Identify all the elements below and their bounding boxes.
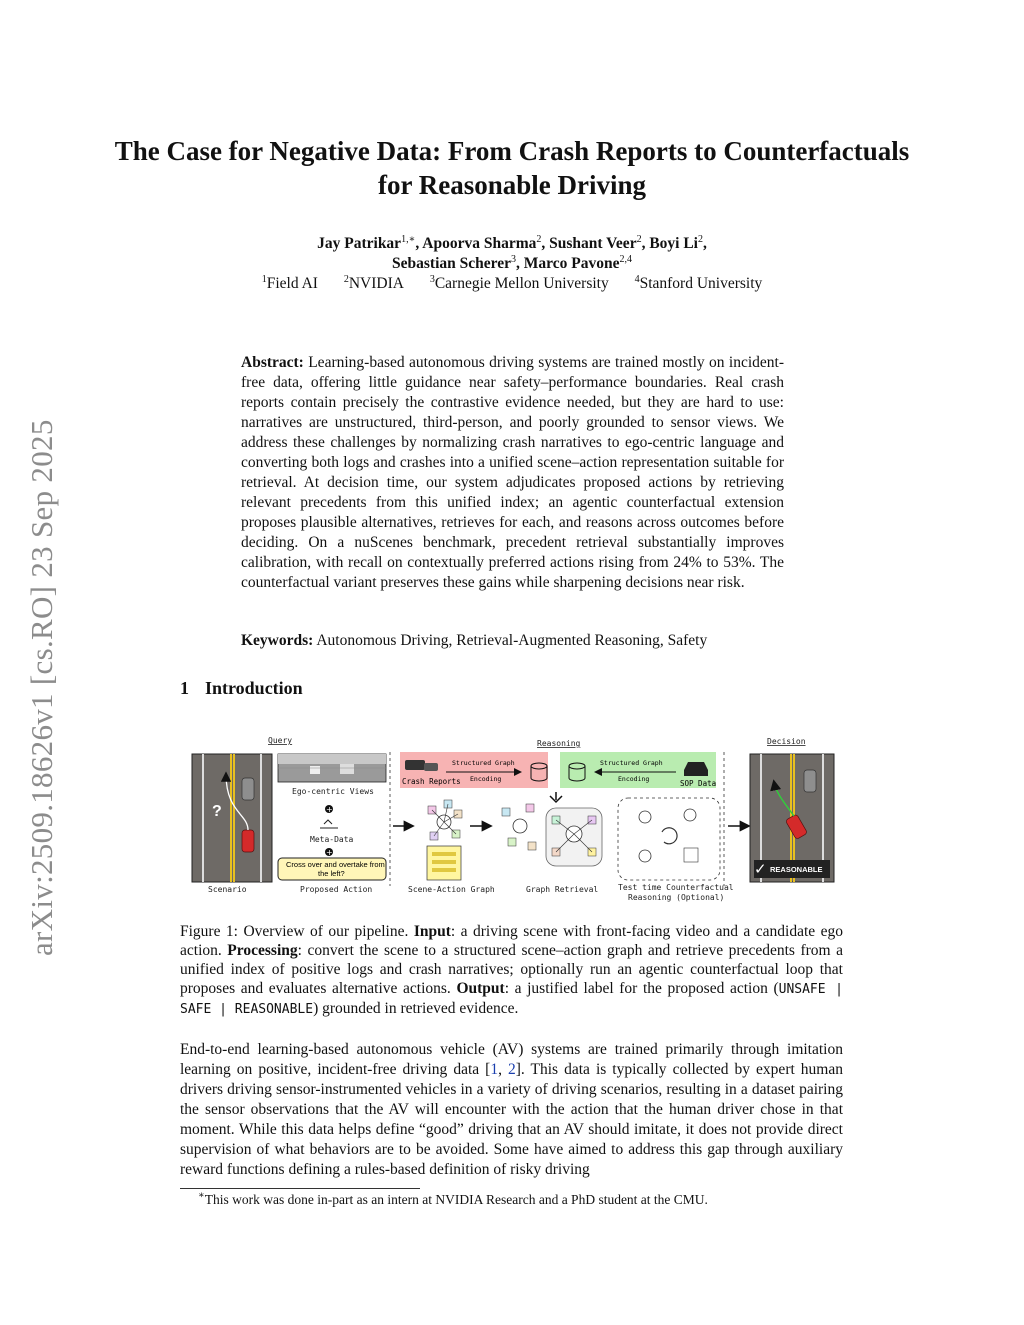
affiliation-name: NVIDIA <box>348 275 404 292</box>
caption-input-label: Input <box>413 923 451 940</box>
metadata-icon <box>320 820 338 828</box>
road-edge-line <box>260 754 262 882</box>
plus-glyph: + <box>326 848 333 857</box>
author-separator: , <box>541 235 550 252</box>
author-separator: , <box>516 255 524 272</box>
affiliation <box>635 275 763 292</box>
encoding-label-b: Encoding <box>618 775 650 783</box>
camera-sky <box>278 754 386 764</box>
caption-output-label: Output <box>456 980 505 997</box>
scenario-label: Scenario <box>208 885 247 894</box>
caption-processing-text: : convert the scene to a structured scene–action graph and retrieve precedents from a unified index of positive logs and crash narratives; optionally run an agentic counterfactual loop that proposes and evaluates alternative actions. <box>180 942 844 997</box>
affiliation-name: Carnegie Mellon University <box>434 275 609 292</box>
author-line-2 <box>112 255 912 273</box>
caption-label-set: UNSAFE | SAFE | REASONABLE <box>180 982 843 1017</box>
author-sup: 2 <box>536 234 542 245</box>
action-text-line-1: Cross over and overtake from <box>286 860 385 869</box>
affiliation <box>430 275 609 292</box>
sop-data-label: SOP Data <box>680 779 717 788</box>
car-icon <box>684 762 708 776</box>
affiliation-name: Stanford University <box>639 275 763 292</box>
counterfactual-label-2: Reasoning (Optional) <box>628 893 725 902</box>
road-edge-line <box>202 754 204 882</box>
check-mark-icon: ✓ <box>754 860 767 878</box>
author-sup: 3 <box>511 254 517 265</box>
keywords-label: Keywords: <box>241 632 314 649</box>
plus-glyph: + <box>326 805 333 814</box>
affiliation-sup: 2 <box>343 274 349 285</box>
reasoning-label: Reasoning <box>537 739 581 748</box>
scene-action-graph-label: Scene-Action Graph <box>408 885 495 894</box>
structured-graph-label-a: Structured Graph <box>452 759 515 767</box>
meta-data-label: Meta-Data <box>310 835 354 844</box>
citation-separator: , <box>498 1061 508 1078</box>
body-text-part-2: ]. This data is typically collected by expert human drivers driving sensor-instrumented vehicles in a variety of driving scenarios, resulting in a dataset pairing the sensor observations that the AV will encounter with the action that the human driver chose in that moment. While this data helps define “good” driving that an AV should imitate, it does not provide direct supervision of what behaviors are to be avoided. Some have aimed to address this gap through auxiliary reward functions defining a rules-based definition of risky driving <box>180 1061 843 1178</box>
center-yellow-line <box>230 754 232 882</box>
citation-link-2[interactable]: 2 <box>507 1061 516 1078</box>
footnote-text: This work was done in-part as an intern at NVIDIA Research and a PhD student at the CMU. <box>204 1192 708 1207</box>
author-sup: 2 <box>698 234 703 245</box>
affiliation <box>344 275 404 292</box>
scenario-road-panel <box>192 754 272 882</box>
scene-action-graph <box>427 800 462 880</box>
footnote-rule <box>180 1188 420 1189</box>
center-yellow-line <box>233 754 235 882</box>
action-text-line-2: the left? <box>318 869 345 878</box>
author-sup: 1,∗ <box>401 234 416 245</box>
structured-graph-label-b: Structured Graph <box>600 759 663 767</box>
decision-label: Decision <box>767 737 806 746</box>
keywords-text: Autonomous Driving, Retrieval-Augmented Reasoning, Safety <box>316 632 708 649</box>
keywords <box>241 632 801 650</box>
paper-title: The Case for Negative Data: From Crash Reports to Counterfactuals for Reasonable Driving <box>114 136 910 200</box>
question-mark: ? <box>212 803 222 820</box>
author-name: Apoorva Sharma <box>422 235 537 252</box>
author-separator: , <box>641 235 650 252</box>
caption-tail: ) grounded in retrieved evidence. <box>313 1000 519 1017</box>
caption-output-text: : a justified label for the proposed action ( <box>504 980 779 997</box>
crash-car-icon <box>424 763 438 771</box>
counterfactual-label-1: Test time Counterfactual <box>618 883 734 892</box>
affiliation <box>262 275 318 292</box>
figure-caption <box>180 922 843 1019</box>
graph-retrieval <box>502 792 602 866</box>
ego-centric-views <box>278 754 386 782</box>
encoding-label-a: Encoding <box>470 775 502 783</box>
author-separator: , <box>703 235 707 252</box>
caption-input-text: : a driving scene with front-facing video and a candidate ego action. <box>180 923 843 959</box>
affiliation-sup: 3 <box>429 274 435 285</box>
counterfactual-reasoning <box>618 798 720 880</box>
author-sup: 2,4 <box>619 254 632 265</box>
abstract <box>241 353 784 593</box>
introduction-paragraph <box>180 1040 843 1180</box>
query-label: Query <box>268 736 293 745</box>
section-number: 1 <box>180 678 189 698</box>
lead-car <box>242 778 254 800</box>
affiliation-sup: 4 <box>634 274 640 285</box>
affiliations <box>112 275 912 293</box>
citation-link-1[interactable]: 1 <box>490 1061 499 1078</box>
author-name: Sebastian Scherer <box>392 255 512 272</box>
ego-car <box>242 830 254 852</box>
section-heading <box>180 678 303 699</box>
camera-vehicle <box>310 766 320 774</box>
reasonable-badge: REASONABLE <box>770 865 823 874</box>
abstract-label: Abstract: <box>241 354 304 371</box>
pipeline-figure <box>190 734 835 904</box>
proposed-action-label: Proposed Action <box>300 885 373 894</box>
author-name: Jay Patrikar <box>317 235 402 252</box>
caption-lead: Figure 1: Overview of our pipeline. <box>180 923 409 940</box>
author-sup: 2 <box>636 234 642 245</box>
caption-processing-label: Processing <box>227 942 298 959</box>
section-title: Introduction <box>205 678 303 698</box>
ego-views-label: Ego-centric Views <box>292 787 374 796</box>
author-line-1 <box>112 235 912 253</box>
affiliation-sup: 1 <box>261 274 267 285</box>
crash-reports-label: Crash Reports <box>402 777 461 786</box>
author-name: Sushant Veer <box>549 235 637 252</box>
footnote-mark: ∗ <box>198 1190 205 1201</box>
author-name: Marco Pavone <box>523 255 620 272</box>
abstract-text: Learning-based autonomous driving systems are trained mostly on incident-free data, offering little guidance near safety–performance boundaries. Real crash reports contain precisely the contrastive evidence needed, but they are hard to use: narratives are unstructured, third-person, and poorly grounded to sensor views. We address these challenges by normalizing crash narratives to ego-centric language and converting both logs and crashes into a unified scene–action representation suitable for retrieval. At decision time, our system adjudicates proposed actions by retrieving relevant precedents from this unified index; an agentic counterfactual extension proposes plausible alternatives, retrieves for each, and reasons across outcomes before deciding. On a nuScenes benchmark, precedent retrieval substantially improves calibration, with recall on contextually preferred actions rising from 24% to 53%. The counterfactual variant preserves these gains while sharpening decisions near risk. <box>241 354 784 591</box>
body-text-part-1: End-to-end learning-based autonomous vehicle (AV) systems are trained primarily through imitation learning on positive, incident-free driving data [ <box>180 1041 843 1078</box>
footnote <box>198 1192 858 1208</box>
author-separator: , <box>415 235 423 252</box>
author-name: Boyi Li <box>649 235 698 252</box>
camera-vehicle <box>340 764 354 774</box>
affiliation-name: Field AI <box>266 275 318 292</box>
arxiv-identifier-stamp: arXiv:2509.18626v1 [cs.RO] 23 Sep 2025 <box>24 419 59 956</box>
crash-car-icon <box>405 760 425 770</box>
graph-retrieval-label: Graph Retrieval <box>526 885 599 894</box>
